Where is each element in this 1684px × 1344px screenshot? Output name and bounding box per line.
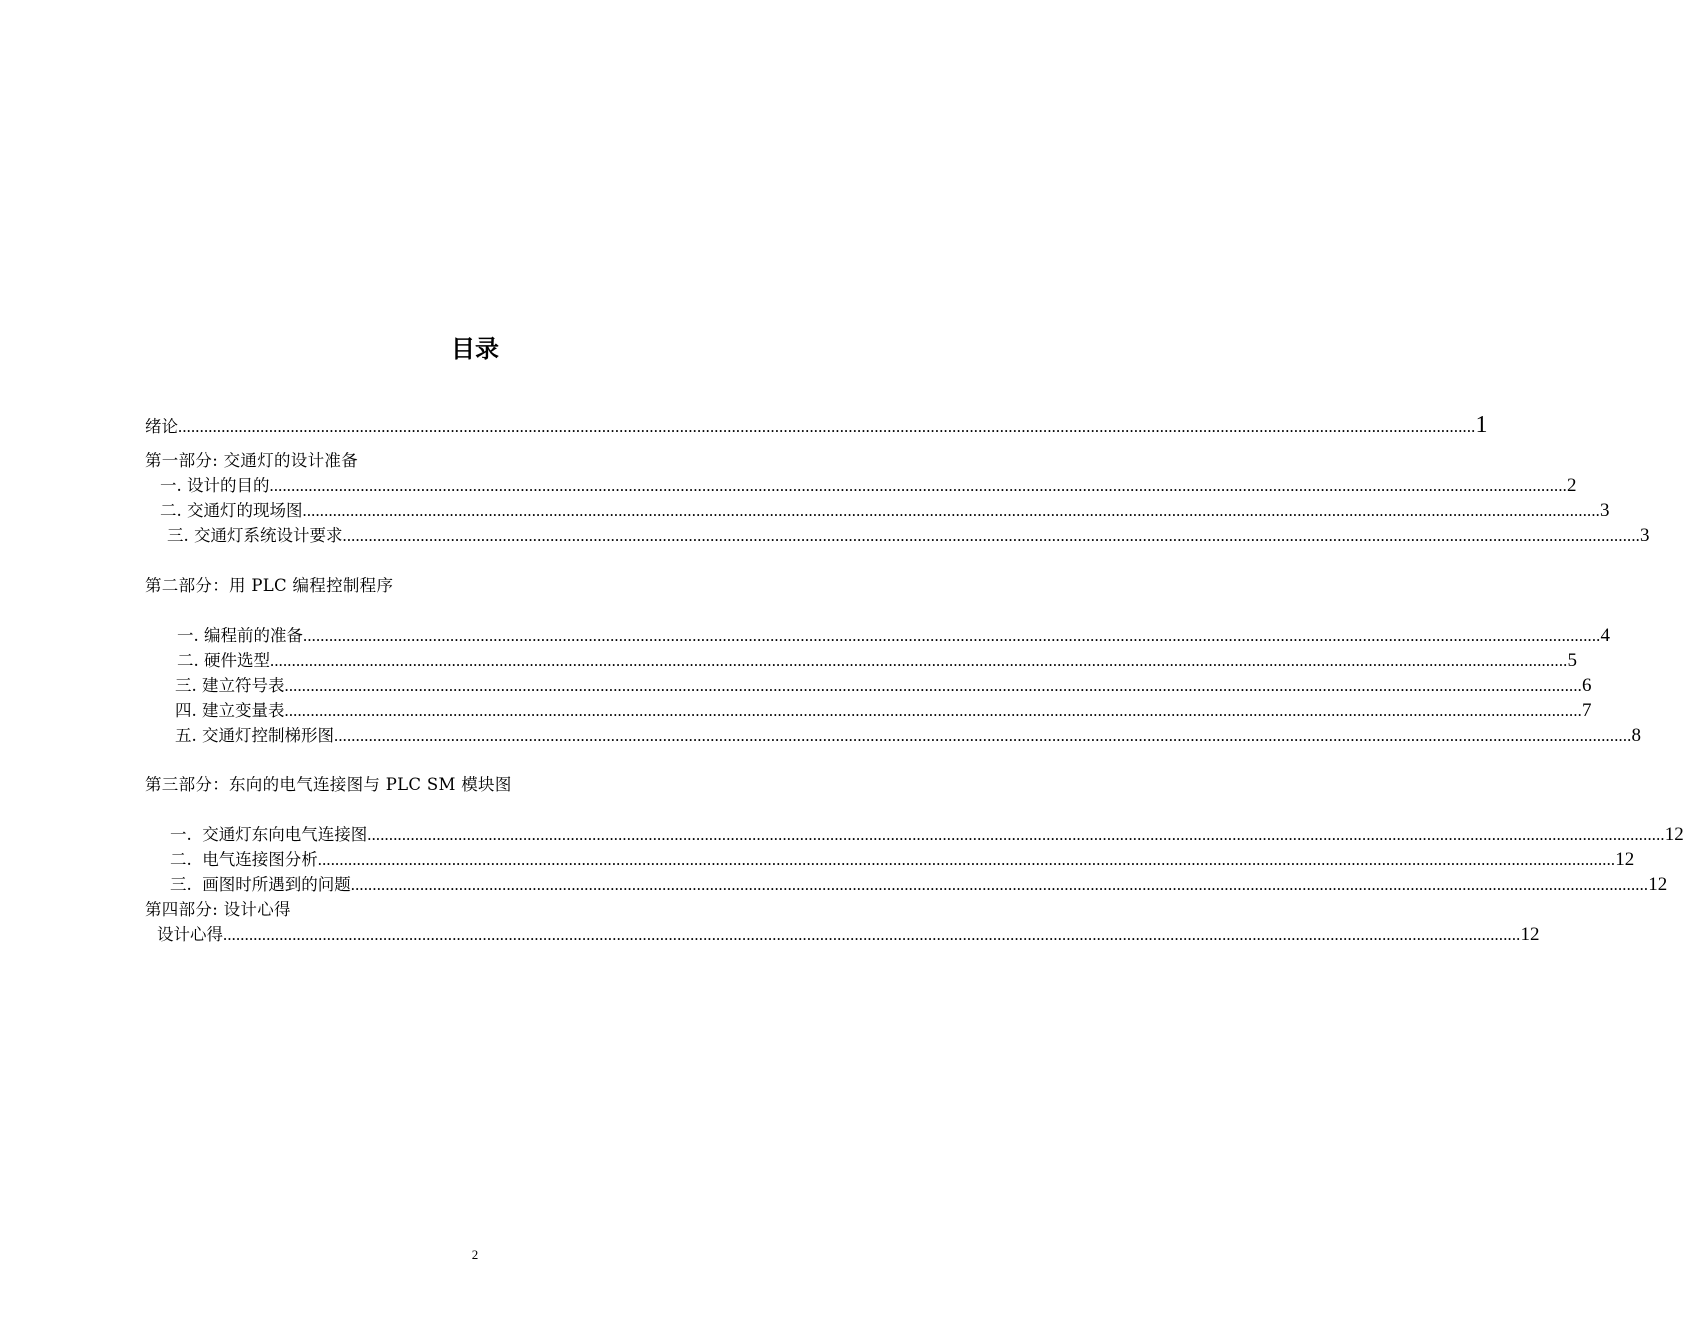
toc-section-heading-part1: 第一部分: 交通灯的设计准备 xyxy=(145,451,359,470)
toc-entry[interactable] xyxy=(177,624,1610,648)
toc-entry[interactable] xyxy=(177,649,1577,673)
toc-entry-page: 5 xyxy=(1567,650,1577,671)
toc-entry-label: 一. 设计的目的 xyxy=(160,476,270,495)
toc-entry[interactable] xyxy=(157,923,1540,947)
toc-entry-page: 8 xyxy=(1631,725,1641,746)
toc-entry-label: 二. 硬件选型 xyxy=(177,651,270,670)
dot-leader: ............................................................................................................................................................................................................................................................................................................ xyxy=(270,651,1568,670)
dot-leader: ............................................................................................................................................................................................................................................................................................................ xyxy=(269,476,1567,495)
dot-leader: ............................................................................................................................................................................................................................................................................................................ xyxy=(284,676,1582,695)
dot-leader: ............................................................................................................................................................................................................................................................................................................ xyxy=(223,925,1521,944)
toc-entry[interactable] xyxy=(160,474,1577,498)
dot-leader: ............................................................................................................................................................................................................................................................................................................ xyxy=(342,526,1640,545)
toc-entry[interactable] xyxy=(175,724,1641,748)
toc-entry-label: 二. 交通灯的现场图 xyxy=(160,501,303,520)
toc-entry-label: 三. 交通灯系统设计要求 xyxy=(167,526,343,545)
toc-entry-label: 四. 建立变量表 xyxy=(175,701,285,720)
toc-entry-label: 五. 交通灯控制梯形图 xyxy=(175,726,334,745)
toc-entry[interactable] xyxy=(160,499,1610,523)
page-number: 2 xyxy=(471,1247,479,1262)
toc-entry-label: 一. 编程前的准备 xyxy=(177,626,303,645)
dot-leader: ............................................................................................................................................................................................................................................................................................................ xyxy=(303,626,1601,645)
toc-entry-label: 二. 电气连接图分析 xyxy=(170,850,318,869)
dot-leader: ............................................................................................................................................................................................................................................................................................................ xyxy=(178,417,1476,436)
toc-entry[interactable] xyxy=(170,873,1668,897)
toc-entry-page: 3 xyxy=(1600,500,1610,521)
toc-entry-page: 4 xyxy=(1600,625,1610,646)
dot-leader: ............................................................................................................................................................................................................................................................................................................ xyxy=(317,850,1616,869)
toc-entry[interactable] xyxy=(175,699,1592,723)
toc-entry-page: 1 xyxy=(1475,412,1488,438)
toc-section-heading-part3: 第三部分：东向的电气连接图与 PLC SM 模块图 xyxy=(145,775,512,794)
toc-entry-label: 设计心得 xyxy=(157,925,223,944)
dot-leader: ............................................................................................................................................................................................................................................................................................................ xyxy=(350,875,1649,894)
dot-leader: ............................................................................................................................................................................................................................................................................................................ xyxy=(367,825,1665,844)
toc-section-heading-part4: 第四部分: 设计心得 xyxy=(145,900,291,919)
toc-entry-page: 2 xyxy=(1567,475,1577,496)
toc-entry-page: 12 xyxy=(1615,849,1635,870)
toc-entry[interactable] xyxy=(170,823,1684,847)
dot-leader: ............................................................................................................................................................................................................................................................................................................ xyxy=(284,701,1582,720)
toc-entry-label: 三. 画图时所遇到的问题 xyxy=(170,875,351,894)
toc-entry-page: 3 xyxy=(1640,525,1650,546)
dot-leader: ............................................................................................................................................................................................................................................................................................................ xyxy=(302,501,1600,520)
toc-entry-page: 12 xyxy=(1520,924,1540,945)
toc-entry[interactable] xyxy=(175,674,1592,698)
page-title: 目录 xyxy=(451,335,499,363)
toc-entry-label: 三. 建立符号表 xyxy=(175,676,285,695)
toc-section-heading-part2: 第二部分：用 PLC 编程控制程序 xyxy=(145,576,394,595)
toc-entry-intro[interactable] xyxy=(145,411,1488,439)
toc-entry-page: 6 xyxy=(1582,675,1592,696)
toc-entry-label: 绪论 xyxy=(145,417,178,436)
dot-leader: ............................................................................................................................................................................................................................................................................................................ xyxy=(334,726,1632,745)
toc-entry[interactable] xyxy=(170,848,1635,872)
toc-entry-page: 12 xyxy=(1648,874,1668,895)
toc-entry-label: 一. 交通灯东向电气连接图 xyxy=(170,825,368,844)
toc-entry-page: 12 xyxy=(1664,824,1684,845)
toc-entry-page: 7 xyxy=(1582,700,1592,721)
toc-entry[interactable] xyxy=(167,524,1650,548)
